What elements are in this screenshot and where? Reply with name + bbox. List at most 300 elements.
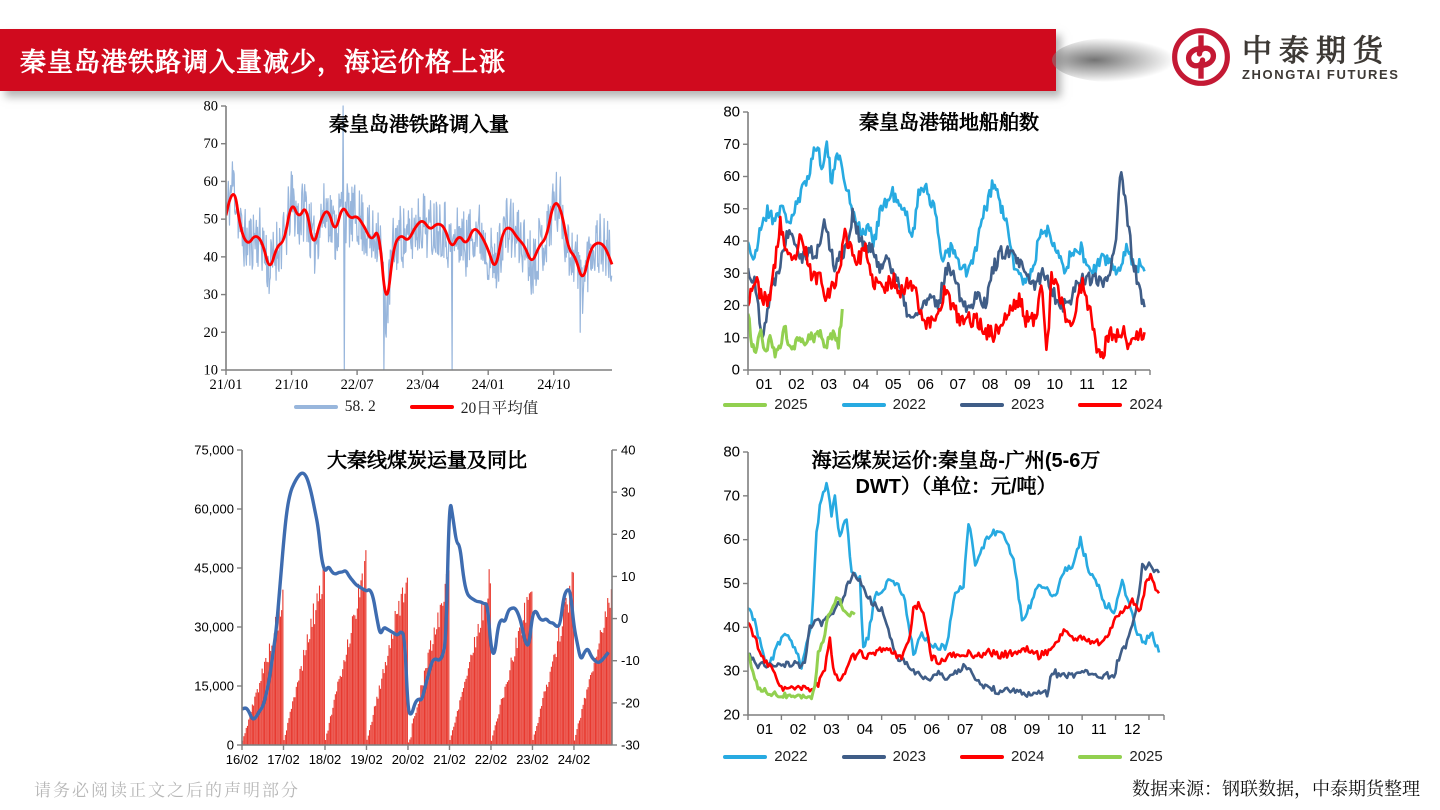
bar — [608, 603, 609, 745]
bar — [326, 734, 327, 745]
tick-label: 0 — [621, 611, 629, 627]
bar — [260, 681, 261, 745]
bar — [374, 706, 375, 745]
bar — [371, 722, 372, 745]
bar — [486, 605, 487, 745]
chart-anchored-ships — [712, 96, 1174, 426]
legend-item-20日平均值 — [410, 396, 539, 418]
legend-swatch — [723, 403, 767, 407]
tick-label: 40 — [723, 232, 740, 250]
tick-label: 10 — [1057, 721, 1074, 738]
bar — [434, 628, 435, 745]
bar — [340, 676, 341, 745]
tick-label: 50 — [723, 200, 740, 218]
bar — [247, 726, 248, 745]
tick-label: 21/01 — [209, 377, 243, 393]
bar — [258, 692, 259, 745]
bar — [473, 653, 474, 745]
bar — [441, 603, 442, 745]
tick-label: 80 — [723, 103, 740, 121]
bar — [386, 665, 387, 745]
bar — [511, 658, 512, 745]
tick-label: 09 — [1023, 721, 1041, 738]
bar — [568, 613, 569, 745]
tick-label: 20 — [203, 324, 218, 341]
legend-item-2025 — [1078, 748, 1162, 765]
tick-label: -30 — [621, 737, 640, 753]
chart-legend — [712, 748, 1174, 765]
bar — [601, 632, 602, 745]
bar — [420, 685, 421, 745]
bar — [343, 660, 344, 745]
bar — [542, 698, 543, 745]
bar — [553, 655, 554, 745]
bar — [519, 627, 520, 745]
bar — [472, 655, 473, 745]
bar — [321, 594, 322, 745]
bar — [356, 619, 357, 745]
bar — [351, 633, 352, 745]
bar — [365, 550, 366, 745]
bar — [430, 640, 431, 745]
bar — [293, 697, 294, 745]
chart-title-line1: 海运煤炭运价:秦皇岛-广州(5-6万 — [811, 450, 1101, 472]
tick-label: 08 — [990, 721, 1007, 738]
tick-label: 03 — [823, 721, 840, 738]
tick-label: 02 — [788, 376, 805, 393]
tick-label: 23/04 — [406, 377, 440, 393]
bar — [463, 688, 464, 745]
tick-label: 30 — [723, 662, 740, 680]
bar — [312, 627, 313, 745]
legend-label: 2024 — [1129, 396, 1163, 413]
tick-label: 15,000 — [194, 678, 234, 694]
bar — [315, 610, 316, 745]
bar — [541, 706, 542, 745]
legend-swatch — [1078, 755, 1122, 759]
bar — [288, 718, 289, 745]
bar — [347, 639, 348, 745]
bar — [285, 735, 286, 745]
bar — [480, 628, 481, 745]
bar — [331, 715, 332, 745]
tick-label: 10 — [621, 568, 636, 584]
bar — [385, 662, 386, 745]
bar — [277, 631, 278, 745]
bar — [537, 723, 538, 745]
bar — [387, 656, 388, 745]
bar — [522, 635, 523, 745]
bar — [357, 609, 358, 745]
bar — [390, 648, 391, 745]
bar — [539, 717, 540, 745]
bar — [534, 735, 535, 745]
bar — [341, 677, 342, 745]
bar — [596, 657, 597, 745]
bar — [318, 601, 319, 745]
bar — [414, 716, 415, 745]
bar — [507, 682, 508, 745]
bar — [439, 627, 440, 745]
chart-legend — [192, 396, 640, 418]
bar — [481, 601, 482, 745]
bar — [417, 707, 418, 745]
tick-label: 0 — [226, 737, 234, 753]
bar — [378, 699, 379, 745]
tick-label: 0 — [731, 361, 740, 379]
tick-label: 06 — [923, 721, 941, 738]
bar — [517, 648, 518, 745]
bar — [330, 716, 331, 745]
bar — [458, 710, 459, 745]
tick-label: 70 — [723, 135, 740, 153]
tick-label: 01 — [755, 376, 773, 393]
bar — [302, 671, 303, 745]
bar — [490, 583, 491, 745]
logo-cn: 中泰期货 — [1242, 34, 1390, 68]
tick-label: 19/02 — [350, 752, 383, 767]
bar — [530, 592, 531, 745]
logo-en: ZHONGTAI FUTURES — [1242, 67, 1400, 83]
tick-label: 07 — [956, 721, 974, 738]
legend-item-2022 — [842, 396, 926, 413]
tick-label: 12 — [1123, 721, 1141, 738]
tick-label: 08 — [981, 376, 999, 393]
legend-item-2025 — [723, 396, 807, 413]
tick-label: 20/02 — [391, 752, 425, 767]
bar — [276, 630, 277, 745]
tick-label: 20 — [723, 706, 740, 724]
legend-swatch — [842, 403, 886, 407]
bar — [403, 602, 404, 745]
bar — [392, 639, 393, 745]
bar — [552, 661, 553, 745]
bar — [337, 682, 338, 745]
bar — [359, 597, 360, 745]
chart-daqin-volume — [192, 436, 664, 781]
tick-label: 80 — [723, 443, 740, 461]
bar — [306, 650, 307, 745]
tick-label: 03 — [820, 376, 838, 393]
chart-rail-inflow — [192, 96, 640, 426]
legend-swatch — [1078, 403, 1122, 407]
bar — [401, 594, 402, 745]
bar — [548, 682, 549, 745]
bar — [493, 730, 494, 745]
bar — [290, 712, 291, 745]
bar — [327, 731, 328, 745]
tick-label: 01 — [756, 721, 774, 738]
title-banner — [0, 29, 1056, 91]
tick-label: 06 — [917, 376, 934, 393]
legend-label: 2023 — [1011, 396, 1045, 413]
bar — [299, 669, 300, 745]
bar — [368, 736, 369, 745]
bar — [576, 729, 577, 745]
bar — [413, 718, 414, 745]
legend-label: 20日平均值 — [460, 400, 539, 417]
bar — [569, 586, 570, 745]
bar — [291, 709, 292, 745]
tick-label: 45,000 — [194, 560, 234, 576]
bar — [287, 723, 288, 745]
tick-label: 17/02 — [267, 752, 300, 767]
bar — [465, 679, 466, 745]
series-2025 — [748, 309, 842, 357]
legend-label: 58. 2 — [344, 398, 376, 415]
tick-label: 24/10 — [537, 377, 571, 393]
tick-label: 50 — [203, 211, 218, 228]
tick-label: -20 — [621, 695, 640, 711]
bar — [451, 735, 452, 745]
bar — [528, 600, 529, 745]
legend-label: 2025 — [774, 396, 808, 413]
bar — [308, 642, 309, 745]
bar — [513, 662, 514, 745]
tick-label: 75,000 — [194, 442, 234, 458]
tick-label: 10 — [1046, 376, 1064, 393]
legend-label: 2022 — [892, 396, 926, 413]
bar — [551, 667, 552, 745]
bar — [245, 733, 246, 745]
bar — [389, 645, 390, 745]
bar — [281, 610, 282, 745]
bar — [358, 584, 359, 745]
bar — [381, 679, 382, 745]
bar — [554, 654, 555, 745]
bar — [348, 647, 349, 745]
bar — [557, 641, 558, 745]
bar — [567, 604, 568, 745]
bar — [503, 698, 504, 745]
bar — [320, 599, 321, 745]
bar — [464, 682, 465, 745]
legend-item-2023 — [960, 396, 1044, 413]
bar — [498, 714, 499, 745]
bar — [515, 638, 516, 745]
bar — [452, 730, 453, 745]
bar — [479, 633, 480, 745]
bar — [346, 655, 347, 745]
bar — [526, 597, 527, 745]
bar — [546, 685, 547, 745]
bar — [502, 698, 503, 745]
bar — [412, 723, 413, 745]
bar — [468, 668, 469, 745]
bar — [363, 590, 364, 745]
bar — [301, 666, 302, 745]
bar — [454, 723, 455, 745]
bar — [580, 718, 581, 745]
bar — [583, 705, 584, 745]
bar — [478, 624, 479, 745]
bar — [592, 671, 593, 745]
bar — [606, 617, 607, 745]
tick-label: -10 — [621, 653, 640, 669]
bar — [518, 631, 519, 745]
zhongtai-logo-icon — [1170, 26, 1232, 93]
tick-label: 20 — [621, 526, 636, 542]
bar — [595, 658, 596, 745]
tick-label: 07 — [949, 376, 967, 393]
bar — [280, 617, 281, 745]
bar — [605, 611, 606, 745]
bar — [345, 662, 346, 745]
bar — [435, 634, 436, 745]
bar — [410, 737, 411, 745]
legend-item-2024 — [960, 748, 1044, 765]
tick-label: 10 — [723, 329, 740, 347]
bar — [602, 633, 603, 745]
bar — [418, 704, 419, 745]
bar — [529, 593, 530, 745]
bar — [578, 723, 579, 745]
bar — [349, 644, 350, 745]
tick-label: 05 — [890, 721, 907, 738]
chart-seaborne-freight — [712, 436, 1174, 786]
tick-label: 30,000 — [194, 619, 234, 635]
tick-label: 02 — [789, 721, 807, 738]
bar — [353, 615, 354, 745]
bar — [565, 598, 566, 745]
legend-item-2023 — [842, 748, 926, 765]
tick-label: 18/02 — [308, 752, 342, 767]
bar — [590, 675, 591, 745]
bar — [496, 721, 497, 745]
bar — [393, 634, 394, 745]
bar — [509, 670, 510, 745]
bar — [375, 706, 376, 745]
tick-label: 40 — [203, 249, 218, 266]
bar — [497, 718, 498, 745]
tick-label: 20 — [723, 297, 740, 314]
bar — [558, 627, 559, 745]
bar — [545, 691, 546, 745]
bar — [556, 657, 557, 745]
bar — [317, 593, 318, 745]
bar — [520, 626, 521, 745]
bar — [504, 687, 505, 745]
bar — [309, 639, 310, 745]
tick-label: 60 — [723, 531, 740, 549]
tick-label: 80 — [203, 98, 218, 115]
bar — [314, 624, 315, 745]
bar — [297, 682, 298, 745]
tick-label: 04 — [856, 721, 874, 738]
bar — [298, 681, 299, 745]
bar — [295, 697, 296, 745]
bar — [338, 679, 339, 745]
bar — [335, 694, 336, 745]
legend-item-2022 — [723, 748, 807, 765]
banner-shadow — [1052, 38, 1174, 82]
bar — [579, 721, 580, 745]
legend-swatch — [410, 405, 454, 409]
bar — [474, 637, 475, 745]
bar — [329, 723, 330, 745]
bar — [398, 601, 399, 745]
bar — [547, 687, 548, 745]
bar — [246, 728, 247, 745]
legend-label: 2024 — [1011, 748, 1045, 765]
bar — [307, 634, 308, 745]
bar — [379, 685, 380, 745]
bar — [395, 611, 396, 745]
legend-label: 2025 — [1129, 748, 1163, 765]
bar — [380, 689, 381, 745]
bar — [524, 603, 525, 745]
bar — [360, 580, 361, 745]
bar — [599, 643, 600, 745]
bar — [586, 690, 587, 745]
bar — [540, 709, 541, 745]
bar — [506, 684, 507, 745]
tick-label: 11 — [1079, 376, 1095, 393]
logo-text — [1242, 36, 1400, 83]
bar — [369, 730, 370, 745]
bar — [501, 699, 502, 745]
bar — [475, 647, 476, 745]
legend-swatch — [960, 755, 1004, 759]
tick-label: 40 — [621, 442, 636, 458]
page-title: 秦皇岛港铁路调入量减少，海运价格上涨 — [20, 46, 507, 77]
bar — [459, 700, 460, 745]
bar — [266, 662, 267, 745]
bar — [342, 669, 343, 745]
legend-swatch — [960, 403, 1004, 407]
bar — [535, 731, 536, 745]
disclaimer-note: 请务必阅读正文之后的声明部分 — [34, 781, 300, 800]
bar — [332, 708, 333, 745]
bar — [319, 586, 320, 745]
bar — [303, 650, 304, 745]
tick-label: 60 — [723, 168, 740, 185]
chart-legend — [712, 396, 1174, 413]
bar — [279, 607, 280, 745]
chart-canvas-daqin-volume — [192, 436, 664, 781]
chart-title: 秦皇岛港铁路调入量 — [329, 114, 509, 136]
bar — [469, 662, 470, 745]
bar — [467, 676, 468, 745]
bar — [324, 569, 325, 745]
bar — [282, 590, 283, 745]
bar — [362, 573, 363, 745]
bar — [391, 634, 392, 745]
bar — [376, 697, 377, 745]
bar — [536, 726, 537, 745]
tick-label: 21/02 — [433, 752, 466, 767]
bar — [484, 604, 485, 745]
bar — [384, 673, 385, 745]
chart-title-line2: DWT）（单位：元/吨） — [855, 476, 1057, 498]
bar — [313, 603, 314, 745]
tick-label: 12 — [1110, 376, 1128, 393]
bar — [456, 717, 457, 745]
bar — [253, 706, 254, 745]
bar — [594, 663, 595, 745]
bar — [310, 619, 311, 745]
bar — [603, 628, 604, 745]
bar — [476, 636, 477, 745]
legend-swatch — [842, 755, 886, 759]
tick-label: 24/02 — [557, 752, 591, 767]
tick-label: 23/02 — [516, 752, 549, 767]
bar — [584, 698, 585, 745]
bar — [254, 697, 255, 745]
bar — [292, 701, 293, 745]
tick-label: 60 — [203, 173, 218, 190]
tick-label: 22/02 — [474, 752, 508, 767]
